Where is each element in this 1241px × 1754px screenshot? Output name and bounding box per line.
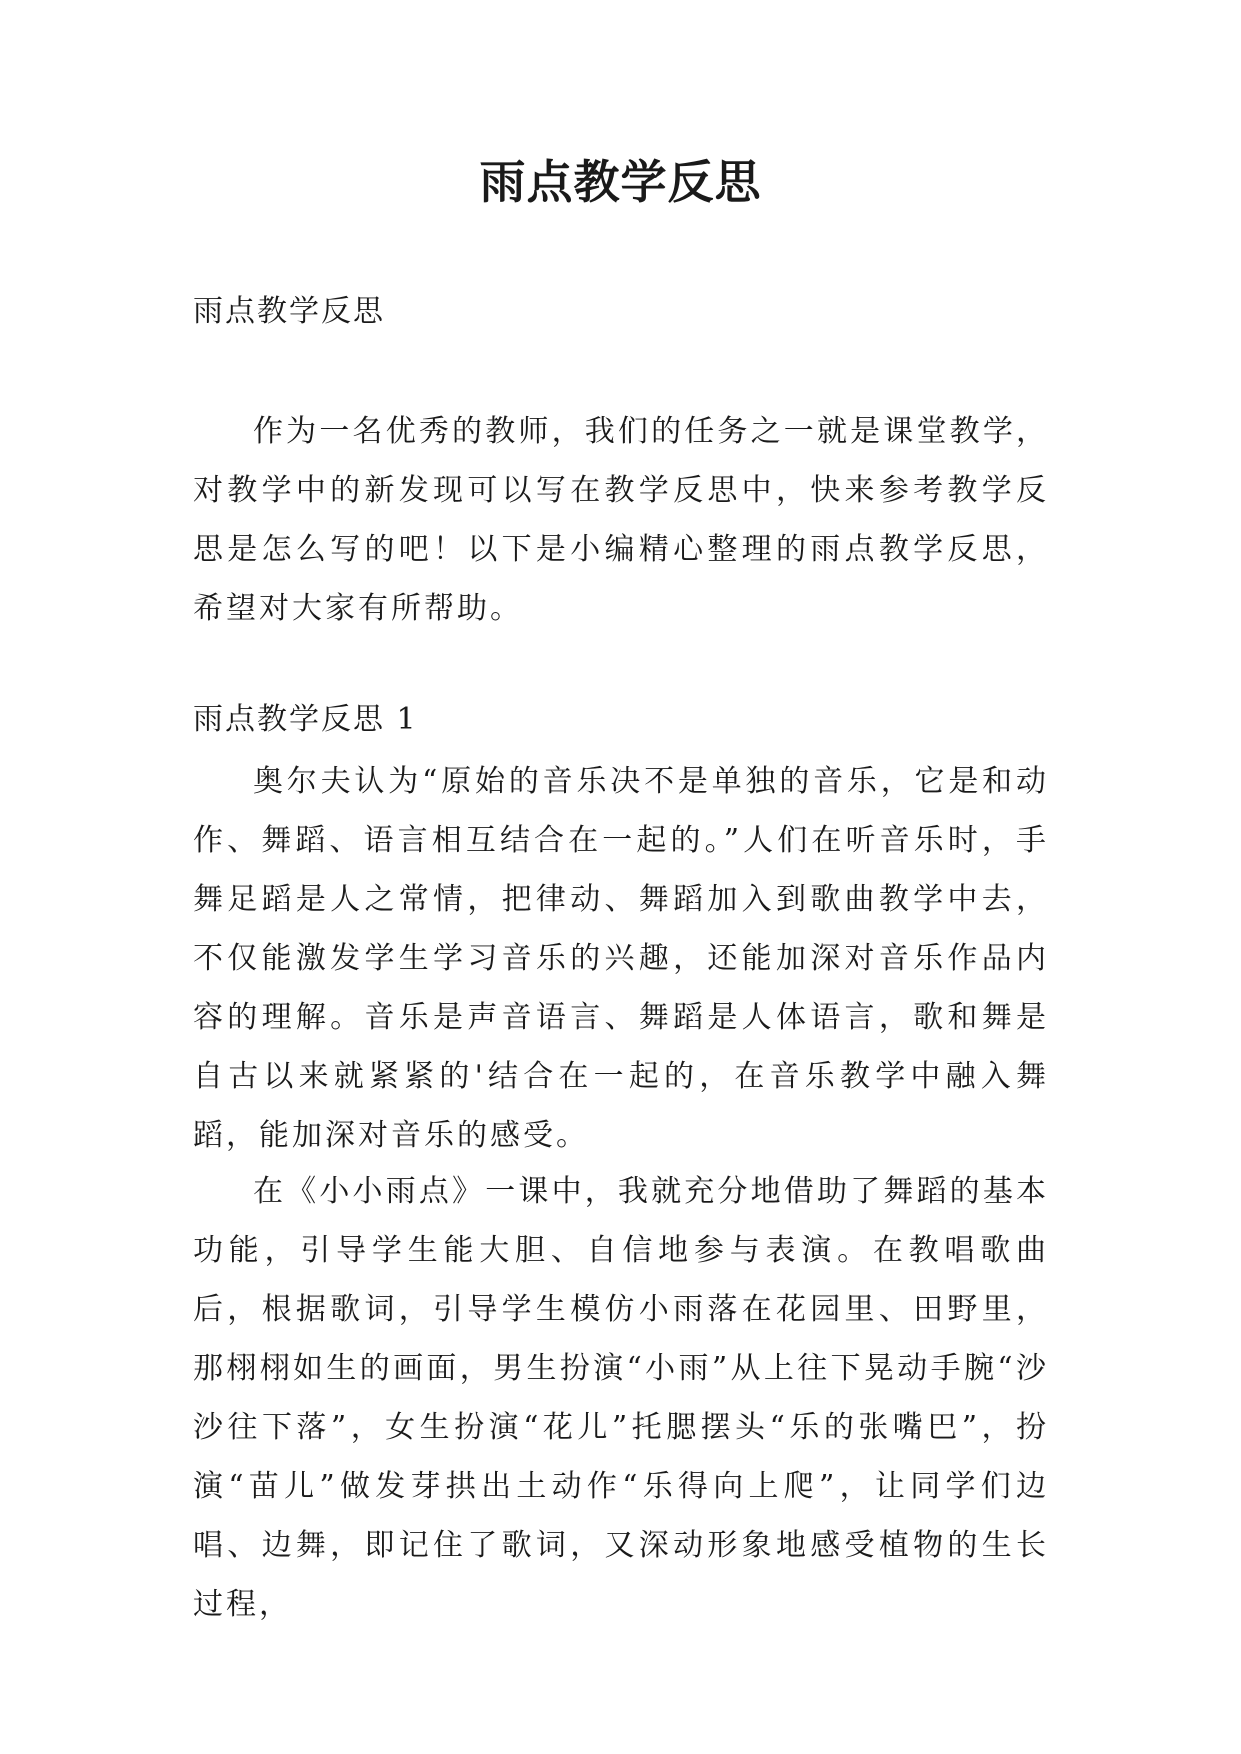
document-title: 雨点教学反思	[479, 155, 762, 209]
body-paragraph-2: 在《小小雨点》一课中，我就充分地借助了舞蹈的基本功能，引导学生能大胆、自信地参与表演。在教唱歌曲后，根据歌词，引导学生模仿小雨落在花园里、田野里，那栩栩如生的画面，男生扮演“小雨”从上往下晃动手腕“沙沙往下落”，女生扮演“花儿”托腮摆头“乐的张嘴巴”，扮演“苗儿”做发芽拱出土动作“乐得向上爬”，让同学们边唱、边舞，即记住了歌词，又深动形象地感受植物的生长过程，	[193, 1174, 1049, 1622]
intro-paragraph: 作为一名优秀的教师，我们的任务之一就是课堂教学，对教学中的新发现可以写在教学反思中，快来参考教学反思是怎么写的吧！以下是小编精心整理的雨点教学反思，希望对大家有所帮助。	[193, 414, 1049, 626]
section-heading: 雨点教学反思 1	[193, 702, 418, 737]
document-subtitle: 雨点教学反思	[193, 294, 385, 329]
body-paragraph-1: 奥尔夫认为“原始的音乐决不是单独的音乐，它是和动作、舞蹈、语言相互结合在一起的。”人们在听音乐时，手舞足蹈是人之常情，把律动、舞蹈加入到歌曲教学中去，不仅能激发学生学习音乐的兴趣，还能加深对音乐作品内容的理解。音乐是声音语言、舞蹈是人体语言，歌和舞是自古以来就紧紧的'结合在一起的，在音乐教学中融入舞蹈，能加深对音乐的感受。	[193, 764, 1049, 1153]
